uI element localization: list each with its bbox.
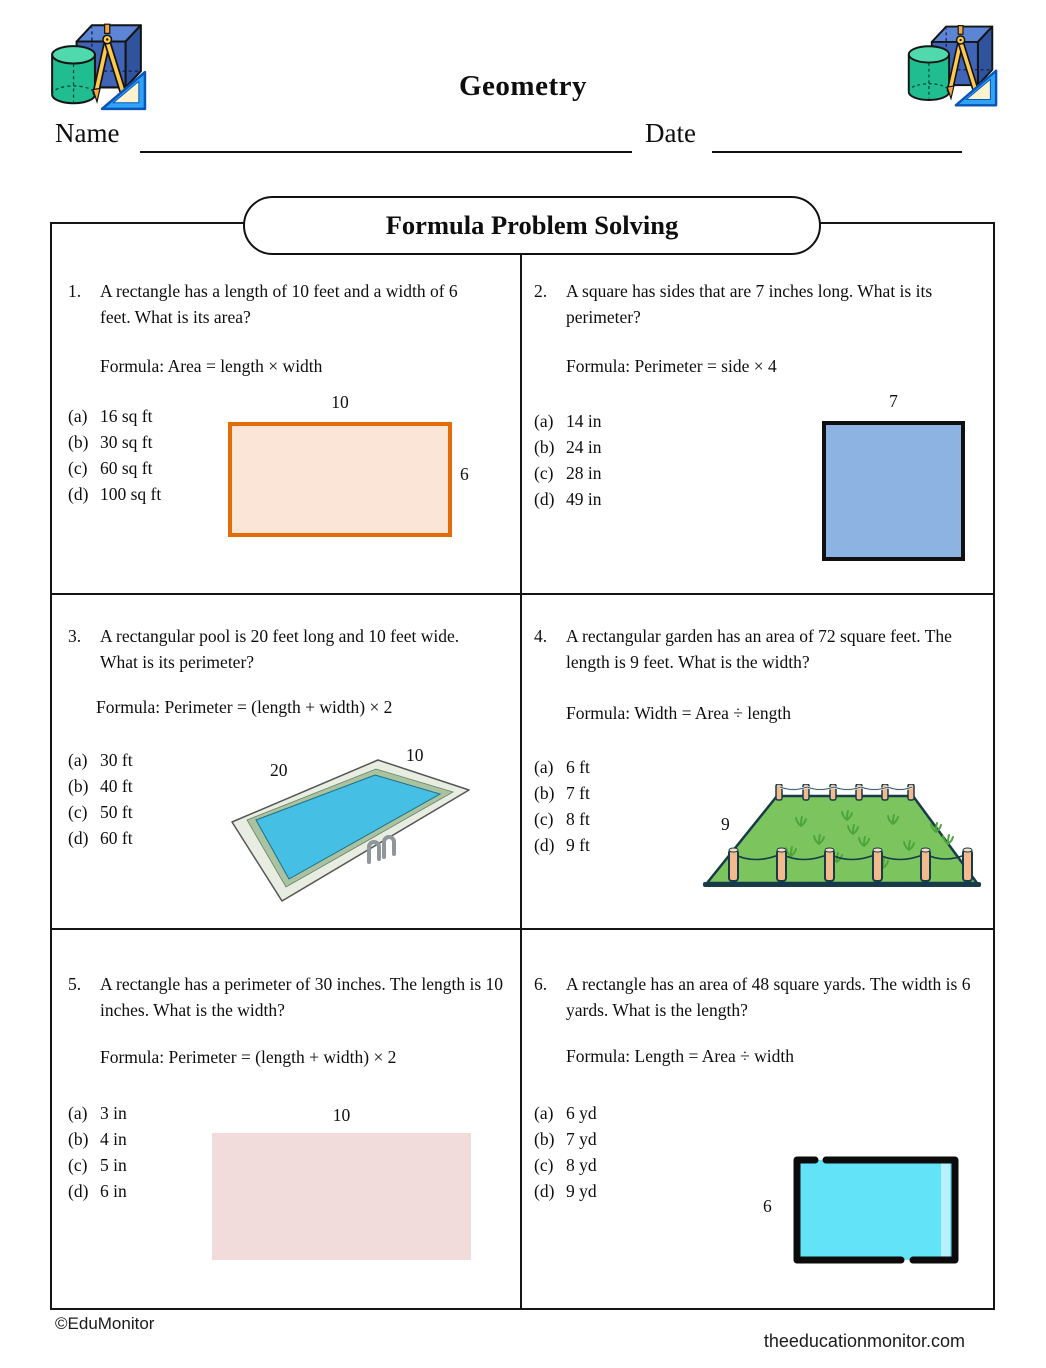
name-label: Name	[55, 118, 120, 148]
option-a: (a) 6 ft	[534, 757, 590, 777]
pool-illustration	[230, 758, 470, 903]
dimension-label-width: 6	[763, 1196, 772, 1216]
garden-figure	[701, 784, 983, 896]
garden-illustration	[701, 784, 983, 896]
problem-5-cell	[52, 930, 522, 1308]
problem-2-options	[534, 411, 602, 515]
option-b: (b) 24 in	[534, 437, 602, 457]
option-d: (d) 100 sq ft	[68, 484, 162, 504]
option-a: (a) 3 in	[68, 1103, 127, 1123]
problem-text: A rectangular garden has an area of 72 square feet. The length is 9 feet. What is the width?	[566, 626, 952, 672]
square-shape	[822, 421, 965, 561]
option-d: (d) 9 ft	[534, 835, 590, 855]
rectangle-figure	[212, 1105, 471, 1260]
problem-3-formula: Formula: Perimeter = (length + width) × 2	[96, 697, 393, 717]
problem-6-formula: Formula: Length = Area ÷ width	[566, 1046, 794, 1066]
option-b: (b) 7 ft	[534, 783, 590, 803]
option-a: (a) 14 in	[534, 411, 602, 431]
problem-1-question	[68, 278, 492, 330]
problem-text: A rectangle has an area of 48 square yards. The width is 6 yards. What is the length?	[566, 974, 971, 1020]
option-a: (a) 6 yd	[534, 1103, 597, 1123]
problem-1-cell	[52, 224, 522, 595]
website-text: theeducationmonitor.com	[763, 1331, 965, 1351]
option-a: (a) 16 sq ft	[68, 406, 153, 426]
problem-2-formula: Formula: Perimeter = side × 4	[566, 356, 777, 376]
problem-5-formula: Formula: Perimeter = (length + width) × 2	[100, 1047, 397, 1067]
problem-2-cell	[522, 224, 993, 595]
name-blank-line	[140, 151, 632, 153]
problem-5-question	[68, 971, 512, 1023]
problem-1-options	[68, 406, 161, 510]
problem-6-cell	[522, 930, 993, 1308]
option-c: (c) 28 in	[534, 463, 602, 483]
option-c: (c) 5 in	[68, 1155, 127, 1175]
problem-number: 3.	[68, 626, 82, 646]
problem-2-question	[534, 278, 950, 330]
problem-text: A square has sides that are 7 inches long. What is its perimeter?	[566, 281, 933, 327]
rectangle-shape	[228, 422, 452, 537]
copyright-text: ©EduMonitor	[55, 1314, 155, 1333]
problem-text: A rectangle has a perimeter of 30 inches. The length is 10 inches. What is the width?	[100, 974, 504, 1020]
option-b: (b) 40 ft	[68, 776, 133, 796]
problem-6-question	[534, 971, 990, 1023]
problems-table	[50, 222, 995, 1310]
page-title: Geometry	[459, 70, 587, 102]
rectangle-figure	[763, 1154, 961, 1266]
rectangle-shape	[212, 1133, 471, 1260]
rectangle-shape	[791, 1154, 961, 1266]
dimension-label-side: 9	[721, 814, 730, 834]
option-b: (b) 4 in	[68, 1129, 127, 1149]
option-c: (c) 8 ft	[534, 809, 590, 829]
problem-1-formula: Formula: Area = length × width	[100, 356, 323, 376]
date-blank-line	[712, 151, 962, 153]
problem-number: 6.	[534, 974, 548, 994]
problem-3-question	[68, 623, 496, 675]
problem-3-options	[68, 750, 133, 854]
option-d: (d) 60 ft	[68, 828, 133, 848]
problem-5-options	[68, 1103, 127, 1207]
problem-6-options	[534, 1103, 597, 1207]
option-d: (d) 6 in	[68, 1181, 127, 1201]
problem-4-cell	[522, 595, 993, 930]
problem-4-question	[534, 623, 968, 675]
problem-3-cell	[52, 595, 522, 930]
square-figure	[822, 391, 965, 561]
dimension-label-length: 20	[270, 760, 288, 780]
option-a: (a) 30 ft	[68, 750, 133, 770]
dimension-label-width: 6	[460, 464, 469, 484]
problem-number: 4.	[534, 626, 548, 646]
option-d: (d) 49 in	[534, 489, 602, 509]
problem-number: 2.	[534, 281, 548, 301]
problem-text: A rectangular pool is 20 feet long and 10 feet wide. What is its perimeter?	[100, 626, 460, 672]
problem-4-options	[534, 757, 590, 861]
option-c: (c) 50 ft	[68, 802, 133, 822]
option-c: (c) 8 yd	[534, 1155, 597, 1175]
dimension-label-length: 10	[331, 392, 349, 412]
option-b: (b) 30 sq ft	[68, 432, 153, 452]
problem-number: 1.	[68, 281, 82, 301]
problem-4-formula: Formula: Width = Area ÷ length	[566, 703, 792, 723]
pool-figure	[230, 745, 470, 903]
problem-number: 5.	[68, 974, 82, 994]
problem-text: A rectangle has a length of 10 feet and a width of 6 feet. What is its area?	[100, 281, 458, 327]
option-d: (d) 9 yd	[534, 1181, 597, 1201]
date-label: Date	[645, 118, 696, 148]
option-b: (b) 7 yd	[534, 1129, 597, 1149]
option-c: (c) 60 sq ft	[68, 458, 153, 478]
dimension-label-side: 7	[889, 391, 898, 411]
dimension-label-width: 10	[406, 745, 424, 765]
rectangle-figure	[228, 392, 469, 537]
worksheet-title: Formula Problem Solving	[243, 196, 821, 255]
dimension-label-length: 10	[332, 1105, 351, 1125]
